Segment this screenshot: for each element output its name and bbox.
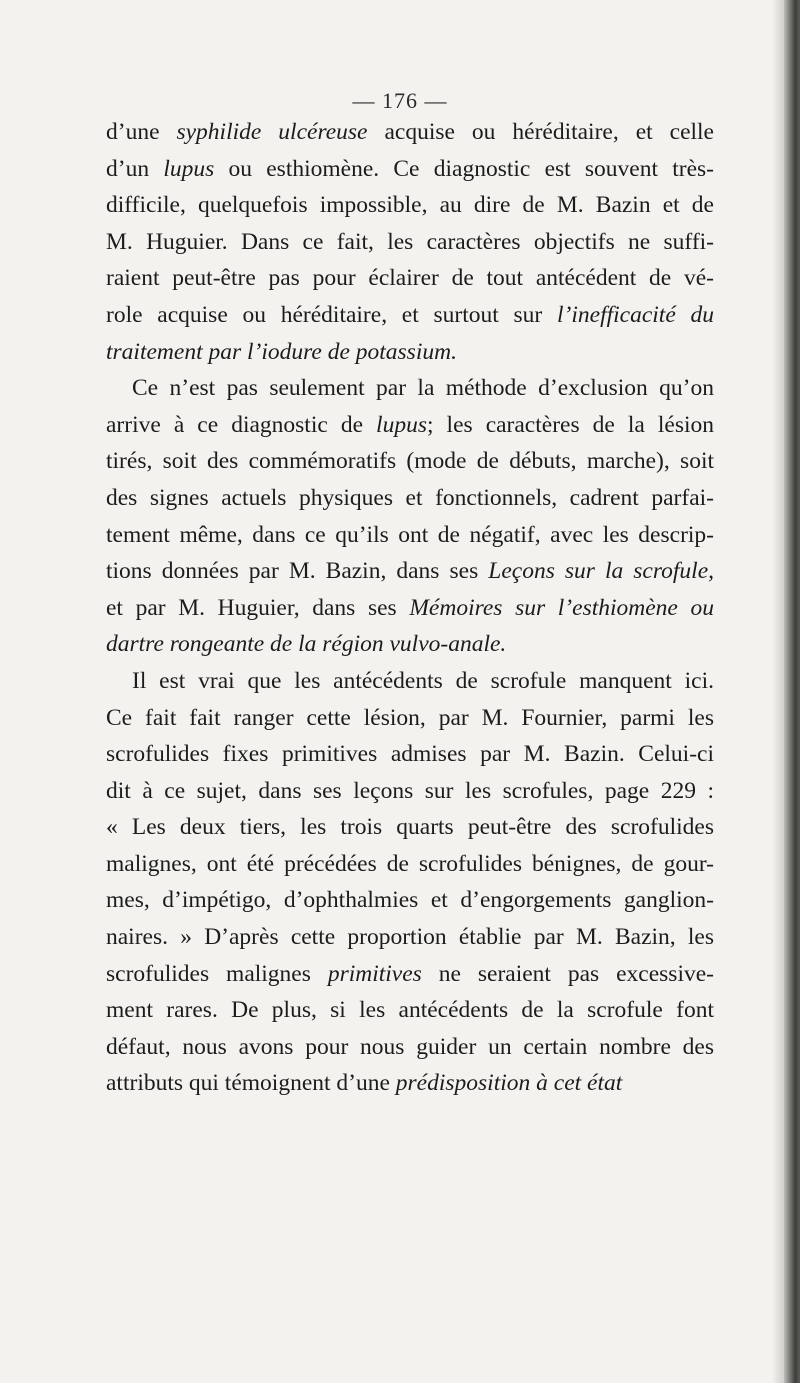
text-segment: Ce fait fait ranger cette lésion, par M. Fournier, parmi les [106, 704, 714, 731]
text-segment: scrofulides fixes primitives admises par M. Bazin. Celui-ci [106, 741, 714, 768]
text-line [106, 663, 714, 700]
text-segment: dit à ce sujet, dans ses leçons sur les scrofules, page 229 : [106, 777, 714, 804]
text-segment: ; les caractères de la lésion [426, 411, 714, 438]
text-segment: scrofulides malignes [106, 960, 328, 987]
italic-text: primitives [327, 960, 422, 987]
page-edge-shadow [772, 0, 784, 1383]
text-line [106, 1029, 714, 1066]
text-segment: attributs qui témoignent d’une [106, 1070, 396, 1097]
text-segment: tement même, dans ce qu’ils ont de négatif, avec les descrip- [106, 521, 714, 548]
italic-text: dartre rongeante de la région vulvo-anale. [106, 631, 507, 658]
italic-text: lupus [376, 411, 427, 438]
text-segment: naires. » D’après cette proportion établie par M. Bazin, les [106, 924, 714, 951]
text-line [106, 260, 714, 297]
italic-text: Mémoires sur l’esthiomène ou [409, 594, 714, 621]
text-line [106, 407, 714, 444]
text-line [106, 590, 714, 627]
text-segment: Il est vrai que les antécédents de scrofule manquent ici. [132, 667, 714, 694]
text-line [106, 919, 714, 956]
page-number: — 176 — [352, 88, 448, 113]
text-segment: arrive à ce diagnostic de [106, 411, 377, 438]
text-segment: et par M. Huguier, dans ses [106, 594, 410, 621]
text-segment: acquise ou héréditaire, et celle [367, 119, 714, 145]
text-line [106, 114, 714, 151]
text-line [106, 626, 714, 663]
text-line [106, 187, 714, 224]
italic-text: traitement par l’iodure de potassium. [106, 338, 457, 365]
text-segment: tions données par M. Bazin, dans ses [106, 558, 489, 585]
text-segment: role acquise ou héréditaire, et surtout sur [106, 301, 557, 328]
page-edge [784, 0, 800, 1383]
text-segment: des signes actuels physiques et fonctionnels, cadrent parfai- [106, 484, 714, 511]
text-segment: tirés, soit des commémoratifs (mode de débuts, marche), soit [106, 448, 714, 475]
text-segment: raient peut-être pas pour éclairer de tout antécédent de vé- [106, 265, 714, 292]
text-segment: malignes, ont été précédées de scrofulides bénignes, de gour- [106, 850, 714, 877]
italic-text: syphilide ulcéreuse [176, 119, 368, 145]
text-line [106, 553, 714, 590]
text-line [106, 992, 714, 1029]
text-line [106, 700, 714, 737]
italic-text: l’inefficacité du [557, 301, 714, 328]
text-line [106, 443, 714, 480]
text-line [106, 224, 714, 261]
text-segment: ne seraient pas excessive- [421, 960, 714, 987]
text-line [106, 1065, 714, 1102]
text-line [106, 736, 714, 773]
text-line [106, 334, 714, 371]
text-line [106, 882, 714, 919]
text-line [106, 809, 714, 846]
text-segment: difficile, quelquefois impossible, au dire de M. Bazin et de [106, 192, 714, 219]
text-line [106, 846, 714, 883]
text-segment: ment rares. De plus, si les antécédents de la scrofule font [106, 997, 714, 1024]
text-line [106, 956, 714, 993]
body-text [106, 114, 714, 1102]
italic-text: prédisposition à cet état [395, 1070, 623, 1097]
text-segment: d’un [106, 155, 164, 182]
text-line [106, 151, 714, 188]
text-line [106, 773, 714, 810]
text-segment: ou esthiomène. Ce diagnostic est souvent très- [214, 155, 715, 182]
text-segment: d’une [106, 119, 177, 145]
text-line [106, 480, 714, 517]
text-segment: M. Huguier. Dans ce fait, les caractères objectifs ne suffi- [106, 228, 714, 255]
text-segment: défaut, nous avons pour nous guider un certain nombre des [106, 1033, 714, 1060]
text-line [106, 370, 714, 407]
italic-text: Leçons sur la scrofule, [488, 558, 714, 585]
text-line [106, 297, 714, 334]
text-segment: mes, d’impétigo, d’ophthalmies et d’engorgements ganglion- [106, 887, 714, 914]
text-segment: « Les deux tiers, les trois quarts peut-être des scrofulides [106, 814, 714, 841]
italic-text: lupus [163, 155, 215, 182]
text-line [106, 517, 714, 554]
text-segment: Ce n’est pas seulement par la méthode d’exclusion qu’on [132, 375, 714, 402]
